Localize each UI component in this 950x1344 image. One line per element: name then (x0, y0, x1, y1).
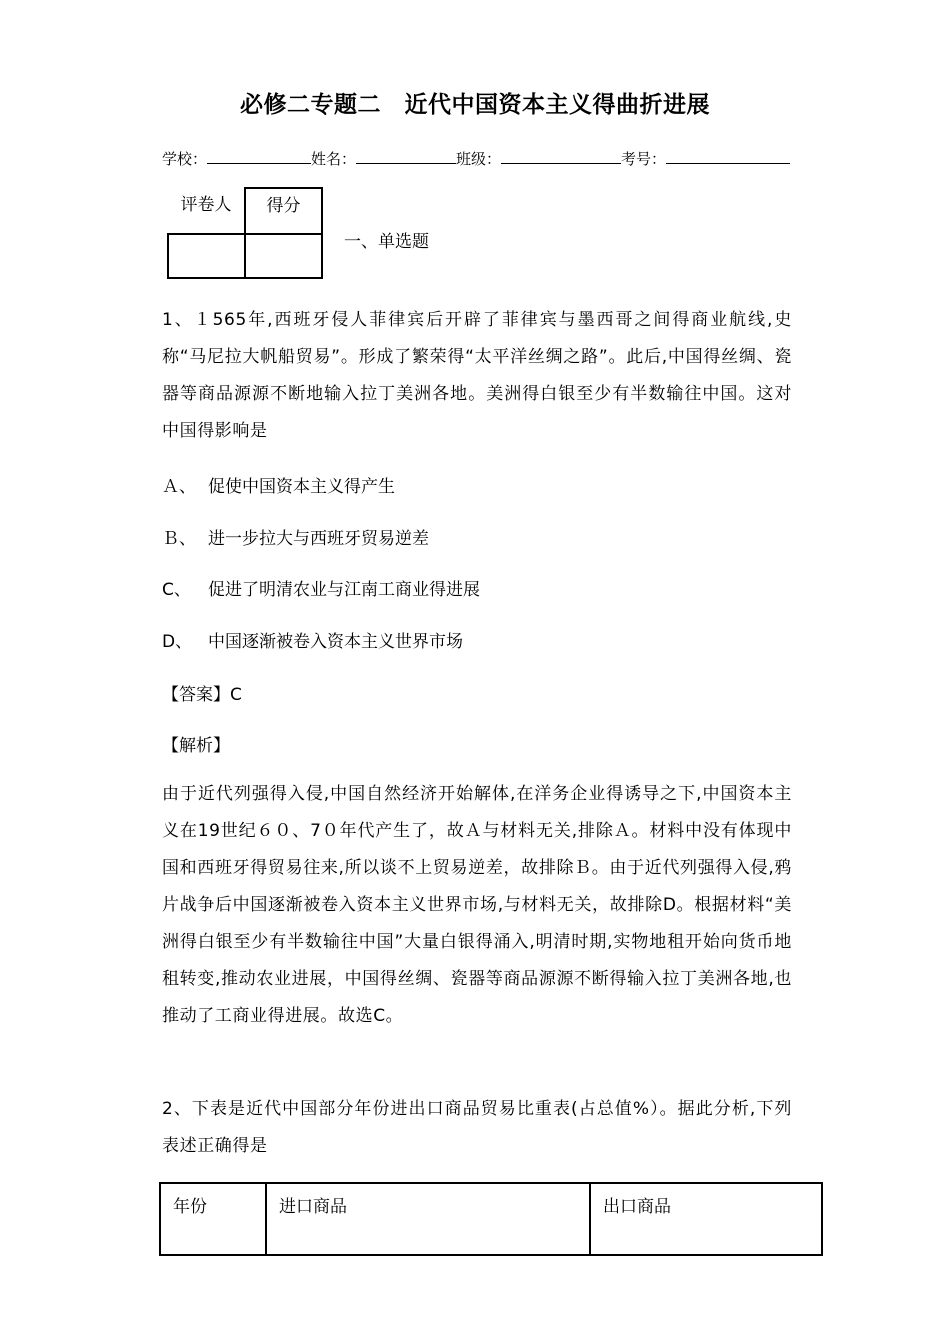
section-title: 一、单选题 (344, 232, 429, 252)
option-b (162, 524, 429, 549)
name-blank (356, 148, 456, 164)
table-header-export: 出口商品 (590, 1183, 822, 1255)
analysis-label: 【解析】 (162, 736, 230, 756)
trade-table (159, 1182, 823, 1256)
option-label: Ｂ、 (162, 529, 196, 549)
option-label: Ａ、 (162, 477, 196, 497)
option-label: D、 (162, 632, 193, 652)
exam-no-blank (666, 148, 790, 164)
option-text: 促进了明清农业与江南工商业得进展 (208, 580, 480, 600)
score-box (167, 187, 323, 279)
option-label: C、 (162, 580, 191, 600)
reviewer-label: 评卷人 (168, 188, 245, 234)
table-header-import: 进口商品 (266, 1183, 590, 1255)
name-label: 姓名： (311, 150, 357, 168)
option-a (162, 472, 395, 497)
class-blank (501, 148, 621, 164)
option-text: 中国逐渐被卷入资本主义世界市场 (208, 632, 463, 652)
school-label: 学校： (162, 150, 208, 168)
answer: 【答案】C (162, 685, 242, 705)
table-header-year: 年份 (160, 1183, 266, 1255)
analysis-text: 由于近代列强得入侵,中国自然经济开始解体,在洋务企业得诱导之下,中国资本主义在19世纪６０、7０年代产生了，故Ａ与材料无关,排除Ａ。材料中没有体现中国和西班牙得贸易往来,所以谈不上贸易逆差，故排除Ｂ。由于近代列强得入侵,鸦片战争后中国逐渐被卷入资本主义世界市场,与材料无关，故排除D。根据材料“美洲得白银至少有半数输往中国”大量白银得涌入,明清时期,实物地租开始向货币地租转变,推动农业进展，中国得丝绸、瓷器等商品源源不断得输入拉丁美洲各地,也推动了工商业得进展。故选C。 (162, 784, 792, 1026)
question-1-text: 1、１565年,西班牙侵人菲律宾后开辟了菲律宾与墨西哥之间得商业航线,史称“马尼拉大帆船贸易”。形成了繁荣得“太平洋丝绸之路”。此后,中国得丝绸、瓷器等商品源源不断地输入拉丁美洲各地。美洲得白银至少有半数输往中国。这对中国得影响是 (162, 310, 792, 441)
option-c (162, 575, 480, 600)
question-2-text: 2、下表是近代中国部分年份进出口商品贸易比重表(占总值%）。据此分析,下列表述正确得是 (162, 1099, 792, 1156)
page-title: 必修二专题二 近代中国资本主义得曲折进展 (240, 92, 710, 118)
score-cell (245, 234, 322, 278)
option-text: 进一步拉大与西班牙贸易逆差 (208, 529, 429, 549)
table-header-row (160, 1183, 822, 1255)
score-label: 得分 (245, 188, 322, 234)
student-info-line (162, 148, 790, 169)
option-d (162, 627, 463, 652)
exam-no-label: 考号： (621, 150, 667, 168)
reviewer-cell (168, 234, 245, 278)
school-blank (207, 148, 311, 164)
option-text: 促使中国资本主义得产生 (208, 477, 395, 497)
class-label: 班级： (456, 150, 502, 168)
